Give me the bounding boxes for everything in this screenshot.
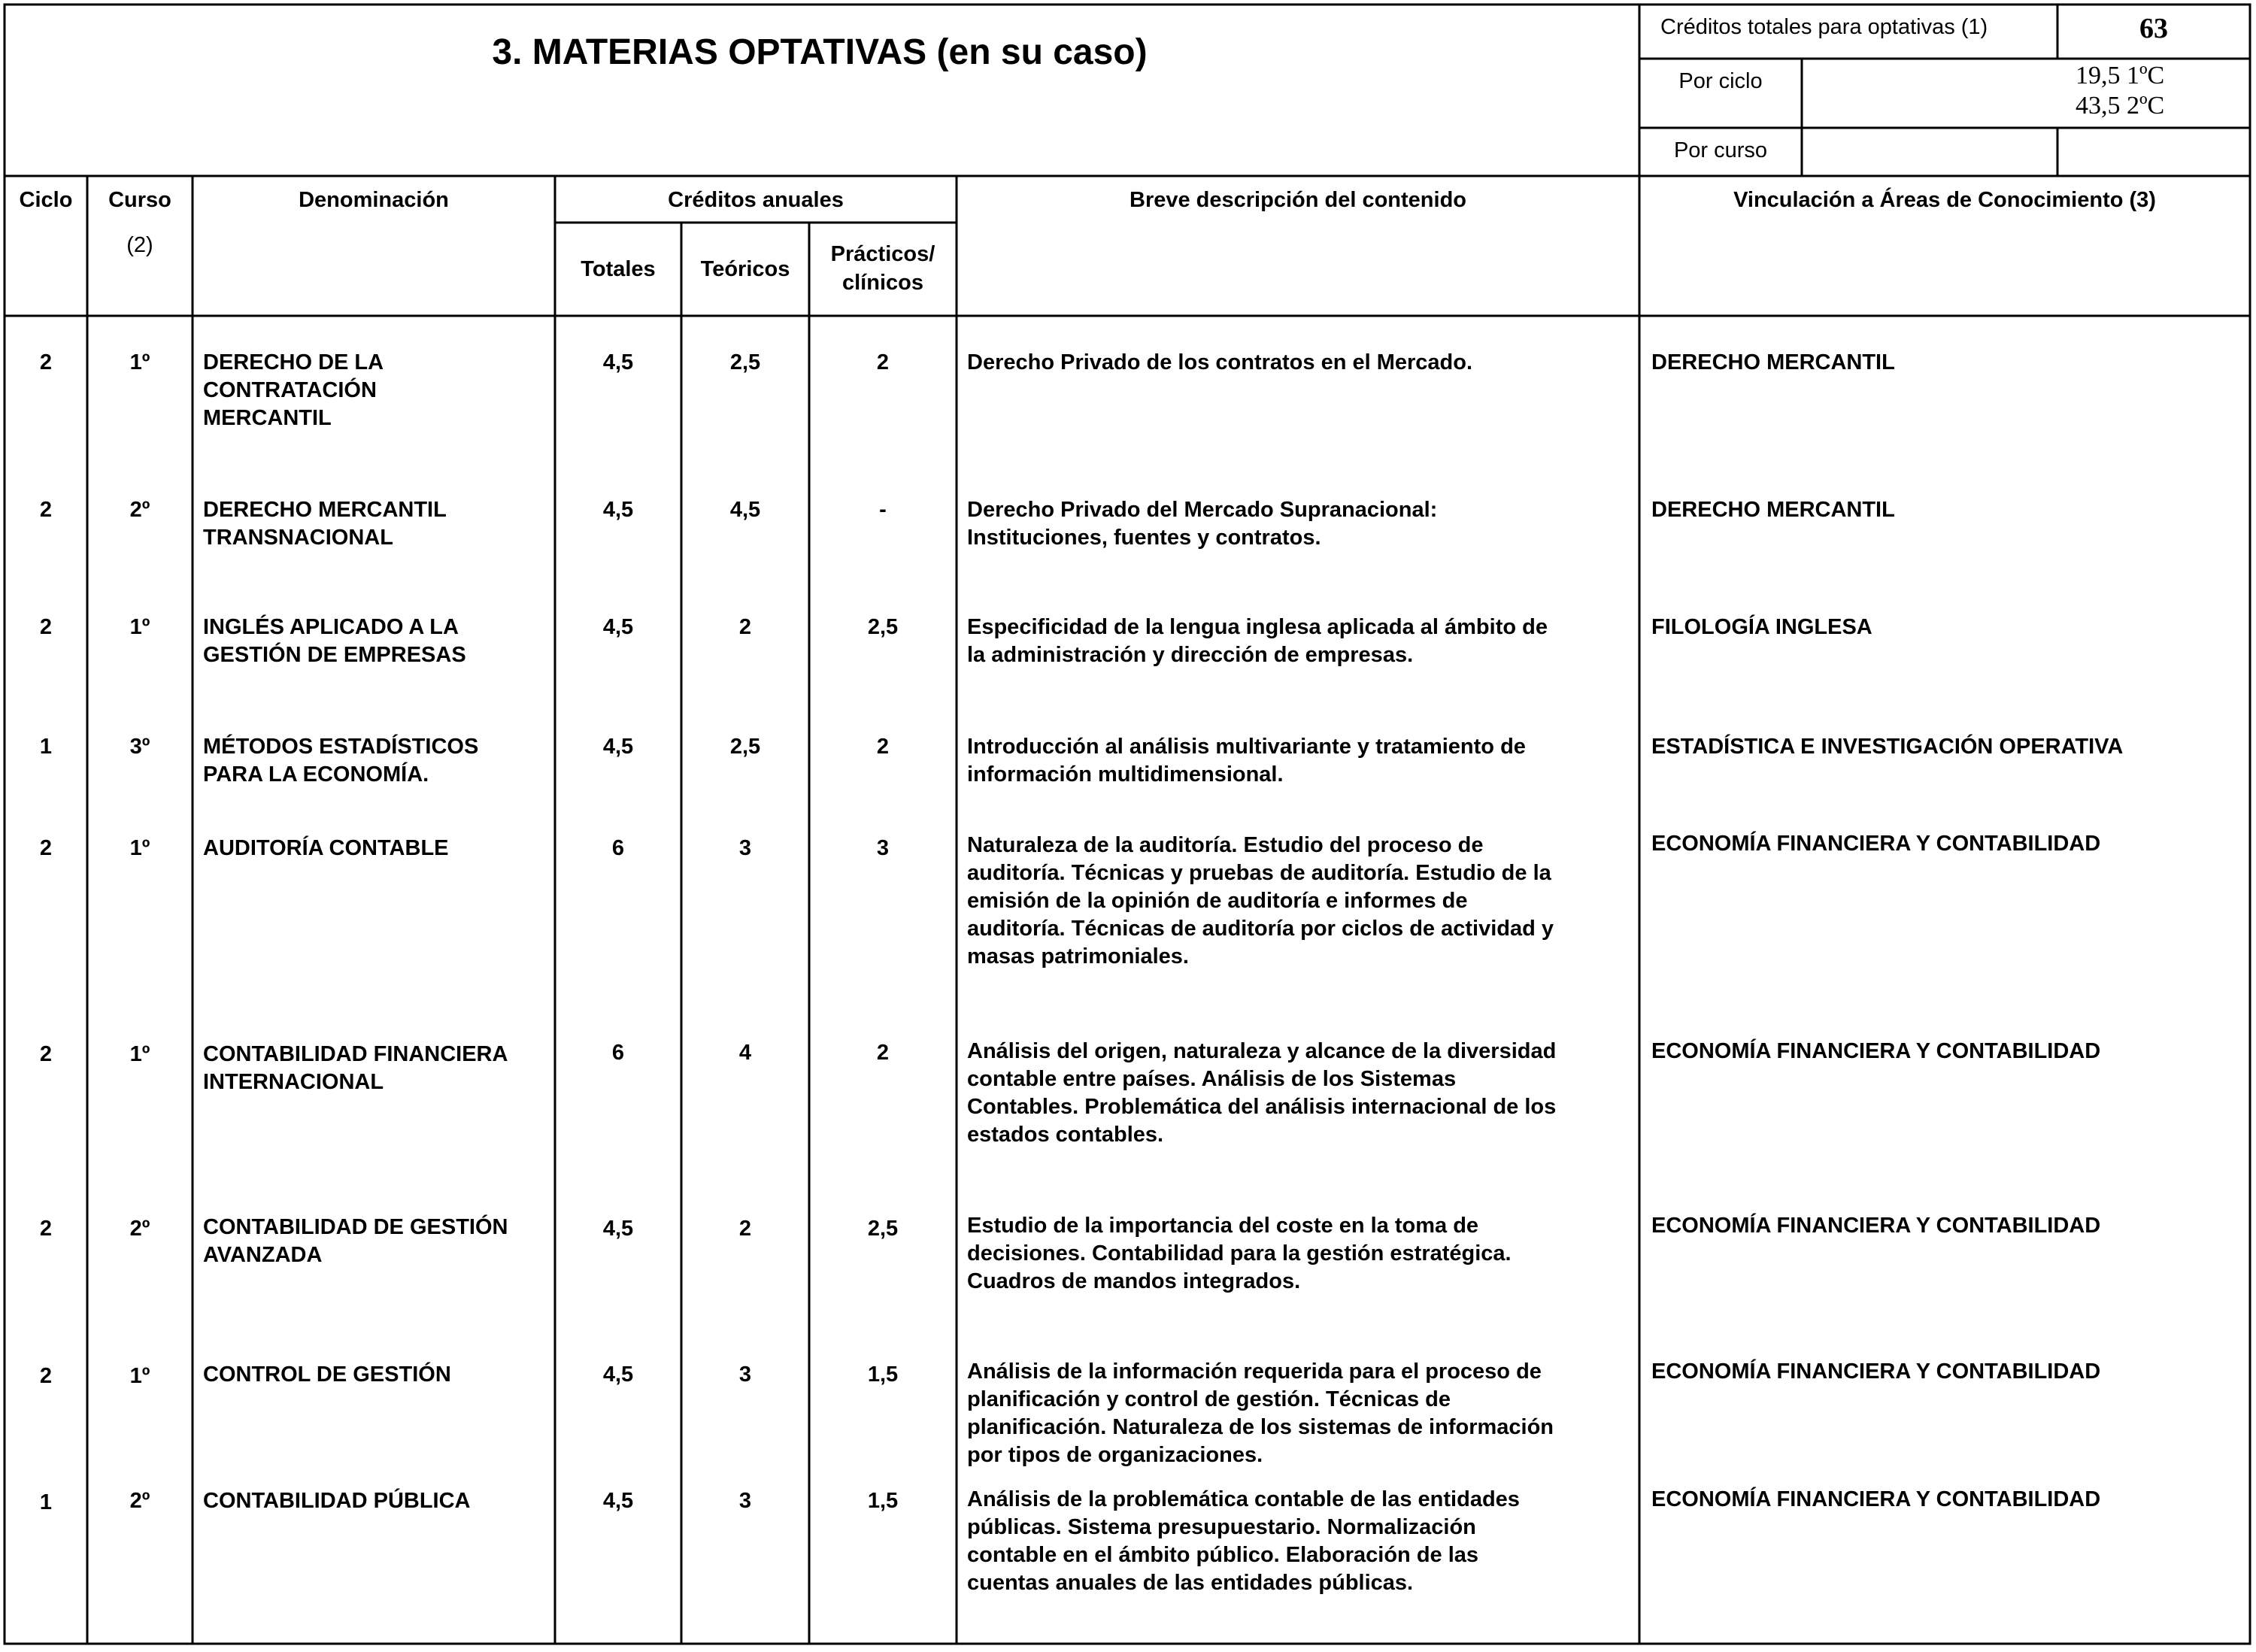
cell-teoricos: 4 xyxy=(738,1041,752,1065)
cell-curso: 1º xyxy=(129,615,150,639)
per-course-label: Por curso xyxy=(1673,138,1768,162)
total-credits-value: 63 xyxy=(2139,13,2168,44)
cell-descripcion-line: Cuadros de mandos integrados. xyxy=(967,1269,1301,1293)
cell-practicos: 2,5 xyxy=(867,1217,899,1241)
cell-curso: 2º xyxy=(129,1489,150,1513)
header-descripcion: Breve descripción del contenido xyxy=(1130,188,1466,212)
cell-denominacion-line: DERECHO MERCANTIL xyxy=(203,498,447,522)
cell-teoricos: 3 xyxy=(738,1363,752,1387)
cell-totales: 4,5 xyxy=(602,1217,634,1241)
cell-ciclo: 1 xyxy=(39,735,53,759)
per-cycle-value-2: 43,5 2ºC xyxy=(2076,92,2165,120)
cell-teoricos: 2 xyxy=(738,1217,752,1241)
cell-totales: 4,5 xyxy=(602,498,634,522)
cell-denominacion-line: DERECHO DE LA xyxy=(203,350,384,374)
cell-teoricos: 2,5 xyxy=(729,350,761,374)
cell-descripcion-line: Estudio de la importancia del coste en la toma de xyxy=(967,1214,1479,1238)
cell-descripcion-line: auditoría. Técnicas y pruebas de auditoría. Estudio de la xyxy=(967,861,1551,885)
cell-ciclo: 2 xyxy=(39,498,53,522)
cell-totales: 6 xyxy=(611,836,625,860)
header-practicos-line2: clínicos xyxy=(842,271,923,295)
cell-ciclo: 2 xyxy=(39,1042,53,1066)
cell-denominacion-line: AVANZADA xyxy=(203,1243,323,1267)
cell-area: ESTADÍSTICA E INVESTIGACIÓN OPERATIVA xyxy=(1651,735,2124,759)
cell-totales: 4,5 xyxy=(602,1489,634,1513)
cell-descripcion-line: Análisis de la problemática contable de las entidades xyxy=(967,1487,1520,1511)
cell-ciclo: 2 xyxy=(39,615,53,639)
header-curso: Curso xyxy=(108,188,171,212)
cell-area: ECONOMÍA FINANCIERA Y CONTABILIDAD xyxy=(1651,1039,2101,1063)
page-title: 3. MATERIAS OPTATIVAS (en su caso) xyxy=(492,32,1148,72)
cell-practicos: 3 xyxy=(876,836,890,860)
cell-totales: 4,5 xyxy=(602,1363,634,1387)
cell-curso: 2º xyxy=(129,498,150,522)
cell-denominacion-line: CONTROL DE GESTIÓN xyxy=(203,1363,451,1387)
cell-denominacion-line: MÉTODOS ESTADÍSTICOS xyxy=(203,735,479,759)
cell-practicos: - xyxy=(879,498,887,522)
cell-denominacion-line: PARA LA ECONOMÍA. xyxy=(203,762,429,787)
cell-ciclo: 2 xyxy=(39,1364,53,1388)
cell-curso: 1º xyxy=(129,836,150,860)
cell-denominacion-line: GESTIÓN DE EMPRESAS xyxy=(203,643,466,667)
cell-denominacion-line: INGLÉS APLICADO A LA xyxy=(203,615,459,639)
per-cycle-value-1: 19,5 1ºC xyxy=(2076,62,2165,89)
cell-area: DERECHO MERCANTIL xyxy=(1651,350,1895,374)
cell-descripcion-line: masas patrimoniales. xyxy=(967,944,1189,968)
cell-practicos: 2 xyxy=(876,350,890,374)
total-credits-label: Créditos totales para optativas (1) xyxy=(1660,15,1988,39)
cell-descripcion-line: Naturaleza de la auditoría. Estudio del proceso de xyxy=(967,833,1484,857)
cell-descripcion-line: información multidimensional. xyxy=(967,762,1284,787)
header-teoricos: Teóricos xyxy=(700,257,790,281)
cell-ciclo: 2 xyxy=(39,350,53,374)
cell-descripcion-line: Contables. Problemática del análisis internacional de los xyxy=(967,1095,1557,1119)
cell-denominacion-line: CONTRATACIÓN xyxy=(203,378,377,402)
header-denominacion: Denominación xyxy=(299,188,449,212)
cell-denominacion-line: INTERNACIONAL xyxy=(203,1070,384,1094)
cell-curso: 3º xyxy=(129,735,150,759)
cell-curso: 1º xyxy=(129,1042,150,1066)
cell-descripcion-line: planificación. Naturaleza de los sistemas de información xyxy=(967,1415,1554,1439)
cell-descripcion-line: estados contables. xyxy=(967,1123,1164,1147)
cell-ciclo: 1 xyxy=(39,1490,53,1514)
cell-denominacion-line: AUDITORÍA CONTABLE xyxy=(203,836,449,860)
cell-teoricos: 3 xyxy=(738,836,752,860)
cell-descripcion-line: Derecho Privado de los contratos en el Mercado. xyxy=(967,350,1473,374)
cell-curso: 2º xyxy=(129,1217,150,1241)
cell-descripcion-line: Introducción al análisis multivariante y tratamiento de xyxy=(967,735,1526,759)
cell-practicos: 1,5 xyxy=(867,1363,899,1387)
cell-descripcion-line: la administración y dirección de empresas. xyxy=(967,643,1414,667)
cell-denominacion-line: TRANSNACIONAL xyxy=(203,526,393,550)
cell-totales: 4,5 xyxy=(602,735,634,759)
cell-practicos: 2,5 xyxy=(867,615,899,639)
cell-totales: 4,5 xyxy=(602,615,634,639)
cell-descripcion-line: contable entre países. Análisis de los Sistemas xyxy=(967,1067,1457,1091)
cell-denominacion-line: CONTABILIDAD PÚBLICA xyxy=(203,1489,471,1513)
cell-area: ECONOMÍA FINANCIERA Y CONTABILIDAD xyxy=(1651,832,2101,856)
cell-curso: 1º xyxy=(129,1364,150,1388)
cell-totales: 4,5 xyxy=(602,350,634,374)
cell-ciclo: 2 xyxy=(39,1217,53,1241)
header-vinculacion: Vinculación a Áreas de Conocimiento (3) xyxy=(1733,188,2156,212)
cell-teoricos: 2 xyxy=(738,615,752,639)
cell-denominacion-line: MERCANTIL xyxy=(203,406,332,430)
cell-descripcion-line: cuentas anuales de las entidades públicas. xyxy=(967,1571,1414,1595)
cell-descripcion-line: auditoría. Técnicas de auditoría por ciclos de actividad y xyxy=(967,917,1554,941)
cell-totales: 6 xyxy=(611,1041,625,1065)
cell-ciclo: 2 xyxy=(39,836,53,860)
cell-practicos: 2 xyxy=(876,1041,890,1065)
cell-descripcion-line: Especificidad de la lengua inglesa aplicada al ámbito de xyxy=(967,615,1548,639)
cell-area: FILOLOGÍA INGLESA xyxy=(1651,615,1872,639)
header-curso-note: (2) xyxy=(126,233,153,257)
cell-practicos: 1,5 xyxy=(867,1489,899,1513)
header-practicos-line1: Prácticos/ xyxy=(830,242,935,266)
cell-practicos: 2 xyxy=(876,735,890,759)
cell-descripcion-line: decisiones. Contabilidad para la gestión estratégica. xyxy=(967,1241,1512,1266)
cell-descripcion-line: Instituciones, fuentes y contratos. xyxy=(967,526,1321,550)
cell-descripcion-line: por tipos de organizaciones. xyxy=(967,1443,1263,1467)
cell-descripcion-line: Análisis de la información requerida para el proceso de xyxy=(967,1359,1542,1384)
header-creditos-anuales: Créditos anuales xyxy=(668,188,844,212)
cell-teoricos: 3 xyxy=(738,1489,752,1513)
cell-descripcion-line: públicas. Sistema presupuestario. Normalización xyxy=(967,1515,1476,1539)
cell-descripcion-line: emisión de la opinión de auditoría e informes de xyxy=(967,889,1468,913)
header-ciclo: Ciclo xyxy=(19,188,73,212)
per-cycle-label: Por ciclo xyxy=(1678,69,1763,93)
cell-descripcion-line: Derecho Privado del Mercado Supranacional: xyxy=(967,498,1438,522)
cell-area: DERECHO MERCANTIL xyxy=(1651,498,1895,522)
cell-area: ECONOMÍA FINANCIERA Y CONTABILIDAD xyxy=(1651,1487,2101,1511)
cell-teoricos: 2,5 xyxy=(729,735,761,759)
cell-descripcion-line: Análisis del origen, naturaleza y alcance de la diversidad xyxy=(967,1039,1557,1063)
header-totales: Totales xyxy=(581,257,656,281)
cell-curso: 1º xyxy=(129,350,150,374)
cell-area: ECONOMÍA FINANCIERA Y CONTABILIDAD xyxy=(1651,1359,2101,1384)
cell-denominacion-line: CONTABILIDAD DE GESTIÓN xyxy=(203,1215,508,1239)
cell-area: ECONOMÍA FINANCIERA Y CONTABILIDAD xyxy=(1651,1214,2101,1238)
cell-teoricos: 4,5 xyxy=(729,498,761,522)
cell-descripcion-line: contable en el ámbito público. Elaboración de las xyxy=(967,1543,1479,1567)
cell-denominacion-line: CONTABILIDAD FINANCIERA xyxy=(203,1042,508,1066)
cell-descripcion-line: planificación y control de gestión. Técnicas de xyxy=(967,1387,1451,1411)
